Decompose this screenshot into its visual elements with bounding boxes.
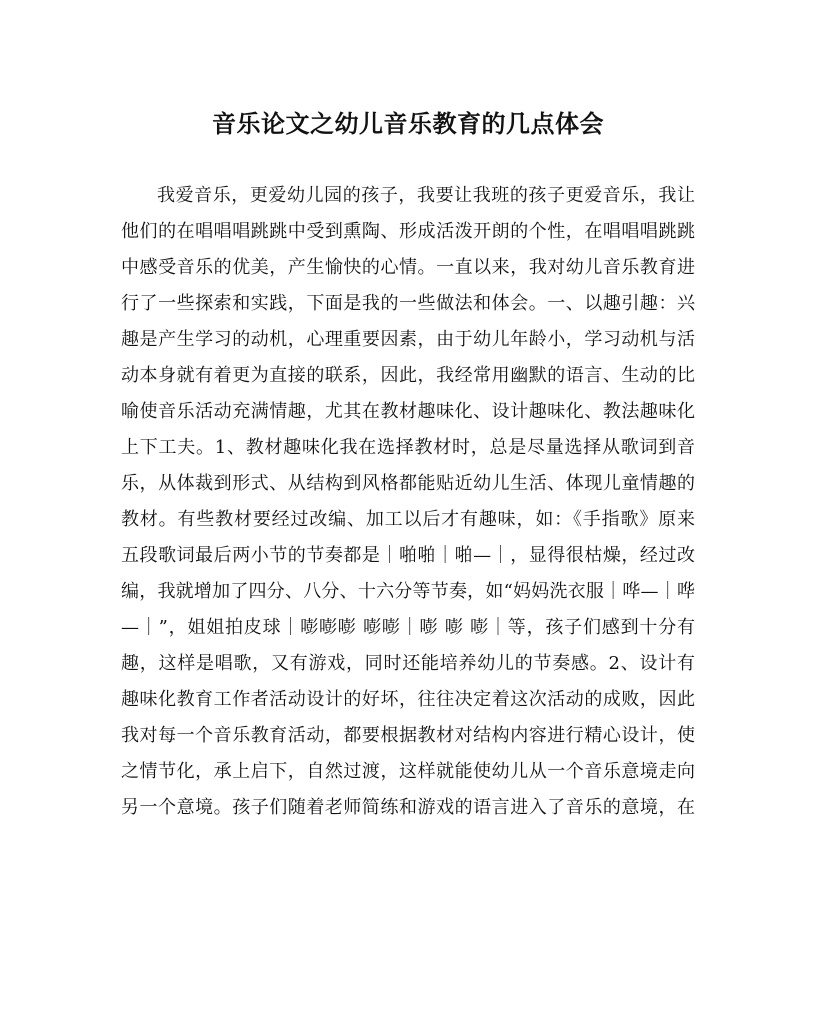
paragraph-line: 趣味化教育工作者活动设计的好坏，往往决定着这次活动的成败，因此 [121,689,695,710]
paragraph-line: 之情节化，承上启下，自然过渡，这样就能使幼儿从一个音乐意境走向 [121,761,695,782]
paragraph-line: 动本身就有着更为直接的联系，因此，我经常用幽默的语言、生动的比 [121,365,695,386]
paragraph-line: 我爱音乐，更爱幼儿园的孩子，我要让我班的孩子更爱音乐，我让 [157,185,695,206]
paragraph-line: 行了一些探索和实践，下面是我的一些做法和体会。一、以趣引趣：兴 [121,293,695,314]
paragraph-line: 编，我就增加了四分、八分、十六分等节奏，如“妈妈洗衣服｜哗—｜哗 [121,581,695,602]
paragraph-line: 他们的在唱唱唱跳跳中受到熏陶、形成活泼开朗的个性，在唱唱唱跳跳 [121,221,695,242]
paragraph-line: 趣，这样是唱歌，又有游戏，同时还能培养幼儿的节奏感。2、设计有 [121,653,695,674]
paragraph-line: 乐，从体裁到形式、从结构到风格都能贴近幼儿生活、体现儿童情趣的 [121,473,695,494]
document-body [121,178,695,826]
paragraph-line: 另一个意境。孩子们随着老师简练和游戏的语言进入了音乐的意境，在 [121,797,695,818]
document-title: 音乐论文之幼儿音乐教育的几点体会 [212,109,604,138]
paragraph-line: 五段歌词最后两小节的节奏都是｜啪啪｜啪—｜，显得很枯燥，经过改 [121,545,695,566]
paragraph-line: 趣是产生学习的动机，心理重要因素，由于幼儿年龄小，学习动机与活 [121,329,695,350]
paragraph-line: —｜”，姐姐拍皮球｜嘭嘭嘭 嘭嘭｜嘭 嘭 嘭｜等，孩子们感到十分有 [121,617,695,638]
paragraph-line: 中感受音乐的优美，产生愉快的心情。一直以来，我对幼儿音乐教育进 [121,257,695,278]
paragraph-line: 教材。有些教材要经过改编、加工以后才有趣味，如：《手指歌》原来 [121,509,695,530]
paragraph-line: 我对每一个音乐教育活动，都要根据教材对结构内容进行精心设计，使 [121,725,695,746]
paragraph-line: 上下工夫。1、教材趣味化我在选择教材时，总是尽量选择从歌词到音 [121,437,695,458]
paragraph-line: 喻使音乐活动充满情趣，尤其在教材趣味化、设计趣味化、教法趣味化 [121,401,695,422]
